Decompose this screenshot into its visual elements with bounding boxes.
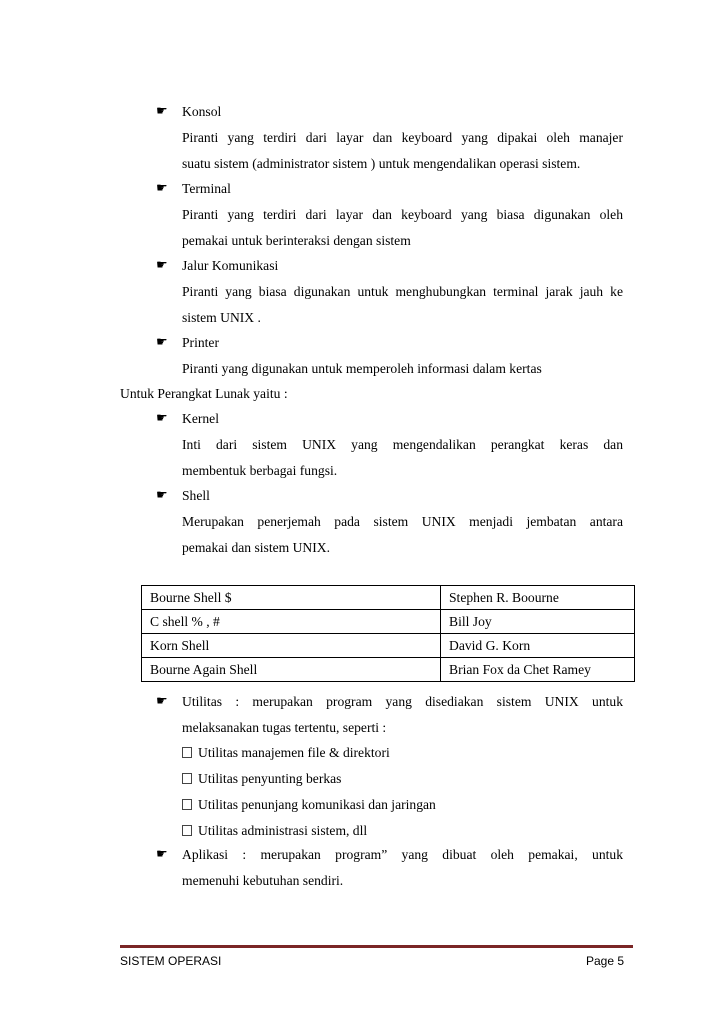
table-row: [142, 658, 635, 682]
item-desc-utilitas: Utilitas : merupakan program yang disediakan sistem UNIX untuk: [182, 694, 623, 709]
item-desc: Inti dari sistem UNIX yang mengendalikan perangkat keras dan: [182, 437, 623, 452]
shell-author-cell: David G. Korn: [441, 634, 635, 658]
item-desc: Piranti yang terdiri dari layar dan keyboard yang biasa digunakan oleh: [182, 207, 623, 222]
hand-pointer-icon: ☛: [156, 411, 168, 426]
box-icon: [182, 747, 192, 758]
hand-pointer-icon: ☛: [156, 258, 168, 273]
item-desc: Piranti yang biasa digunakan untuk menghubungkan terminal jarak jauh ke: [182, 284, 623, 299]
item-title-kernel: Kernel: [182, 411, 219, 426]
item-title-jalur-komunikasi: Jalur Komunikasi: [182, 258, 279, 273]
item-title-shell: Shell: [182, 488, 210, 503]
item-desc: membentuk berbagai fungsi.: [182, 463, 338, 478]
item-desc: pemakai dan sistem UNIX.: [182, 540, 330, 555]
footer-title: SISTEM OPERASI: [120, 954, 222, 968]
page-number: Page 5: [586, 954, 625, 968]
box-icon: [182, 825, 192, 836]
hand-pointer-icon: ☛: [156, 104, 168, 119]
hand-pointer-icon: ☛: [156, 181, 168, 196]
hand-pointer-icon: ☛: [156, 335, 168, 350]
section-heading: Untuk Perangkat Lunak yaitu :: [120, 386, 288, 401]
footer-rule: [120, 945, 633, 948]
list-item: Utilitas penyunting berkas: [182, 770, 341, 788]
shell-name-cell: C shell % , #: [142, 610, 441, 634]
item-title-konsol: Konsol: [182, 104, 222, 119]
shell-author-cell: Brian Fox da Chet Ramey: [441, 658, 635, 682]
hand-pointer-icon: ☛: [156, 488, 168, 503]
item-desc: Merupakan penerjemah pada sistem UNIX menjadi jembatan antara: [182, 514, 623, 529]
item-desc-aplikasi: Aplikasi : merupakan program” yang dibuat oleh pemakai, untuk: [182, 847, 623, 862]
list-item: Utilitas penunjang komunikasi dan jaringan: [182, 796, 436, 814]
shell-name-cell: Korn Shell: [142, 634, 441, 658]
hand-pointer-icon: ☛: [156, 694, 168, 709]
table-row: [142, 634, 635, 658]
shell-table: [141, 585, 635, 682]
list-item: Utilitas administrasi sistem, dll: [182, 822, 367, 840]
box-icon: [182, 773, 192, 784]
item-desc: pemakai untuk berinteraksi dengan sistem: [182, 233, 411, 248]
box-icon: [182, 799, 192, 810]
list-item: Utilitas manajemen file & direktori: [182, 744, 390, 762]
item-title-printer: Printer: [182, 335, 219, 350]
shell-author-cell: Stephen R. Boourne: [441, 586, 635, 610]
item-desc: Piranti yang terdiri dari layar dan keyboard yang dipakai oleh manajer: [182, 130, 623, 145]
table-row: [142, 586, 635, 610]
hand-pointer-icon: ☛: [156, 847, 168, 862]
table-row: [142, 610, 635, 634]
shell-author-cell: Bill Joy: [441, 610, 635, 634]
shell-name-cell: Bourne Shell $: [142, 586, 441, 610]
shell-name-cell: Bourne Again Shell: [142, 658, 441, 682]
item-title-terminal: Terminal: [182, 181, 231, 196]
item-desc: melaksanakan tugas tertentu, seperti :: [182, 720, 387, 735]
item-desc: memenuhi kebutuhan sendiri.: [182, 873, 344, 888]
item-desc: suatu sistem (administrator sistem ) untuk mengendalikan operasi sistem.: [182, 156, 581, 171]
item-desc: sistem UNIX .: [182, 310, 261, 325]
item-desc: Piranti yang digunakan untuk memperoleh informasi dalam kertas: [182, 361, 542, 376]
